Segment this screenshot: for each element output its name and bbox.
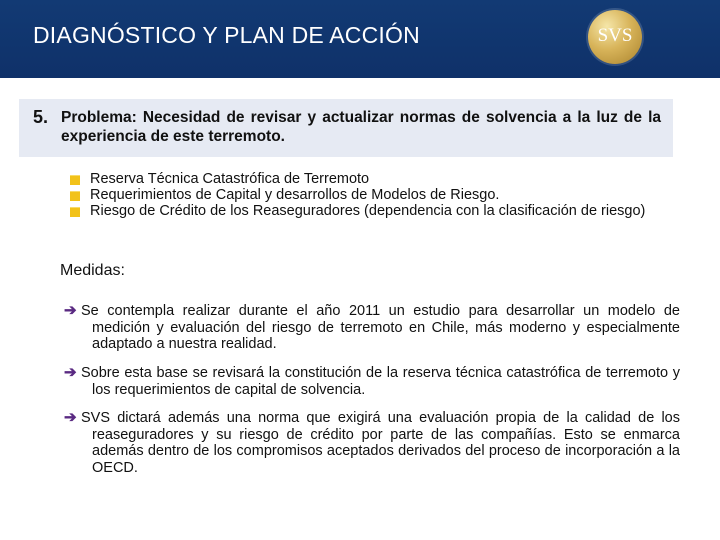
page-title: DIAGNÓSTICO Y PLAN DE ACCIÓN bbox=[33, 22, 420, 48]
measure-item: ➔ Sobre esta base se revisará la constitución de la reserva técnica catastrófica de terremoto y los requerimientos de capital de solvencia. bbox=[64, 364, 680, 398]
measure-text: SVS dictará además una norma que exigirá una evaluación propia de la calidad de los reaseguradores y su riesgo de crédito por parte de las compañías. Esto se enmarca además dentro de los compromisos aceptados derivados del proceso de incorporación a la OECD. bbox=[81, 410, 680, 476]
bullet-text: Riesgo de Crédito de los Reaseguradores (dependencia con la clasificación de riesgo) bbox=[90, 203, 646, 219]
bullet-item bbox=[70, 187, 670, 203]
bullet-list bbox=[70, 171, 670, 219]
measure-item: ➔ Se contempla realizar durante el año 2011 un estudio para desarrollar un modelo de medición y evaluación del riesgo de terremoto en Chile, más moderno y especialmente adaptado a nuestra realidad. bbox=[64, 302, 680, 352]
problem-statement: Problema: Necesidad de revisar y actualizar normas de solvencia a la luz de la experiencia de este terremoto. bbox=[61, 109, 661, 145]
bullet-text: Reserva Técnica Catastrófica de Terremoto bbox=[90, 171, 370, 187]
svs-logo bbox=[588, 10, 642, 64]
measure-text: Sobre esta base se revisará la constitución de la reserva técnica catastrófica de terremoto y los requerimientos de capital de solvencia. bbox=[81, 365, 680, 398]
square-bullet-icon bbox=[70, 175, 80, 185]
measure-text: Se contempla realizar durante el año 2011 un estudio para desarrollar un modelo de medición y evaluación del riesgo de terremoto en Chile, más moderno y especialmente adaptado a nuestra realidad. bbox=[81, 303, 680, 352]
medidas-heading: Medidas: bbox=[60, 262, 125, 279]
measure-item: ➔ SVS dictará además una norma que exigirá una evaluación propia de la calidad de los reaseguradores y su riesgo de crédito por parte de las compañías. Esto se enmarca además dentro de los compromisos aceptados derivados del proceso de incorporación a la OECD. bbox=[64, 409, 680, 476]
bullet-item bbox=[70, 171, 670, 187]
logo-text: SVS bbox=[597, 25, 633, 46]
problem-box bbox=[19, 99, 673, 157]
bullet-item bbox=[70, 203, 670, 219]
problem-number: 5. bbox=[33, 107, 49, 127]
bullet-text: Requerimientos de Capital y desarrollos de Modelos de Riesgo. bbox=[90, 187, 500, 203]
square-bullet-icon bbox=[70, 207, 80, 217]
square-bullet-icon bbox=[70, 191, 80, 201]
header-bar bbox=[0, 0, 720, 78]
